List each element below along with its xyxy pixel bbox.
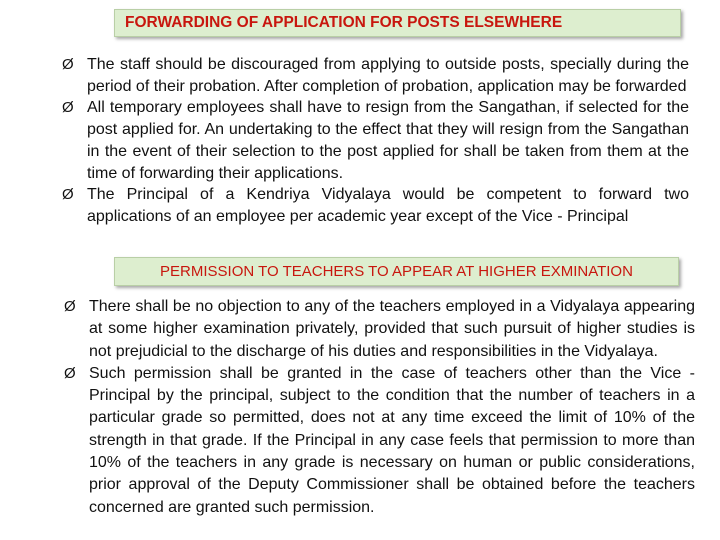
bullet-text: All temporary employees shall have to resign from the Sangathan, if selected for the post applied for. An undertaking to the effect that they will resign from the Sangathan in the event of their selection to the post applied for shall be taken from them at the time of forwarding their applications. [87, 99, 689, 182]
bullet-text: The Principal of a Kendriya Vidyalaya would be competent to forward two applications of an employee per academic year except of the Vice - Principal [87, 186, 689, 225]
arrow-bullet-icon: Ø [62, 99, 74, 117]
bullet-text: The staff should be discouraged from applying to outside posts, specially during the period of their probation. After completion of probation, application may be forwarded [87, 56, 689, 95]
arrow-bullet-icon: Ø [62, 56, 74, 73]
bullet-text: Such permission shall be granted in the case of teachers other than the Vice - Principal by the principal, subject to the condition that the number of teachers in a particular grade so permitted, does not at any time exceed the limit of 10% of the strength in that grade. If the Principal in any case feels that permission to more than 10% of the teachers in any grade is necessary on human or public considerations, prior approval of the Deputy Commissioner shall be obtained before the teachers concerned are granted such permission. [89, 364, 695, 516]
arrow-bullet-icon: Ø [64, 364, 76, 382]
section-2-bullet-list [64, 296, 695, 519]
section-1-title: FORWARDING OF APPLICATION FOR POSTS ELSEWHERE [114, 9, 681, 37]
arrow-bullet-icon: Ø [62, 186, 74, 204]
bullet-item-4 [64, 296, 695, 363]
section-2-title: PERMISSION TO TEACHERS TO APPEAR AT HIGHER EXMINATION [114, 257, 679, 286]
bullet-item-2 [62, 97, 689, 184]
bullet-item-3 [62, 184, 689, 227]
bullet-item-5 [64, 363, 695, 519]
bullet-item-1 [62, 54, 689, 97]
section-1-clip [62, 54, 692, 266]
section-1-bullet-list [62, 54, 689, 228]
arrow-bullet-icon: Ø [64, 298, 76, 315]
bullet-text: There shall be no objection to any of the teachers employed in a Vidyalaya appearing at some higher examination privately, provided that such pursuit of higher studies is not prejudicial to the discharge of his duties and responsibilities in the Vidyalaya. [89, 298, 695, 360]
